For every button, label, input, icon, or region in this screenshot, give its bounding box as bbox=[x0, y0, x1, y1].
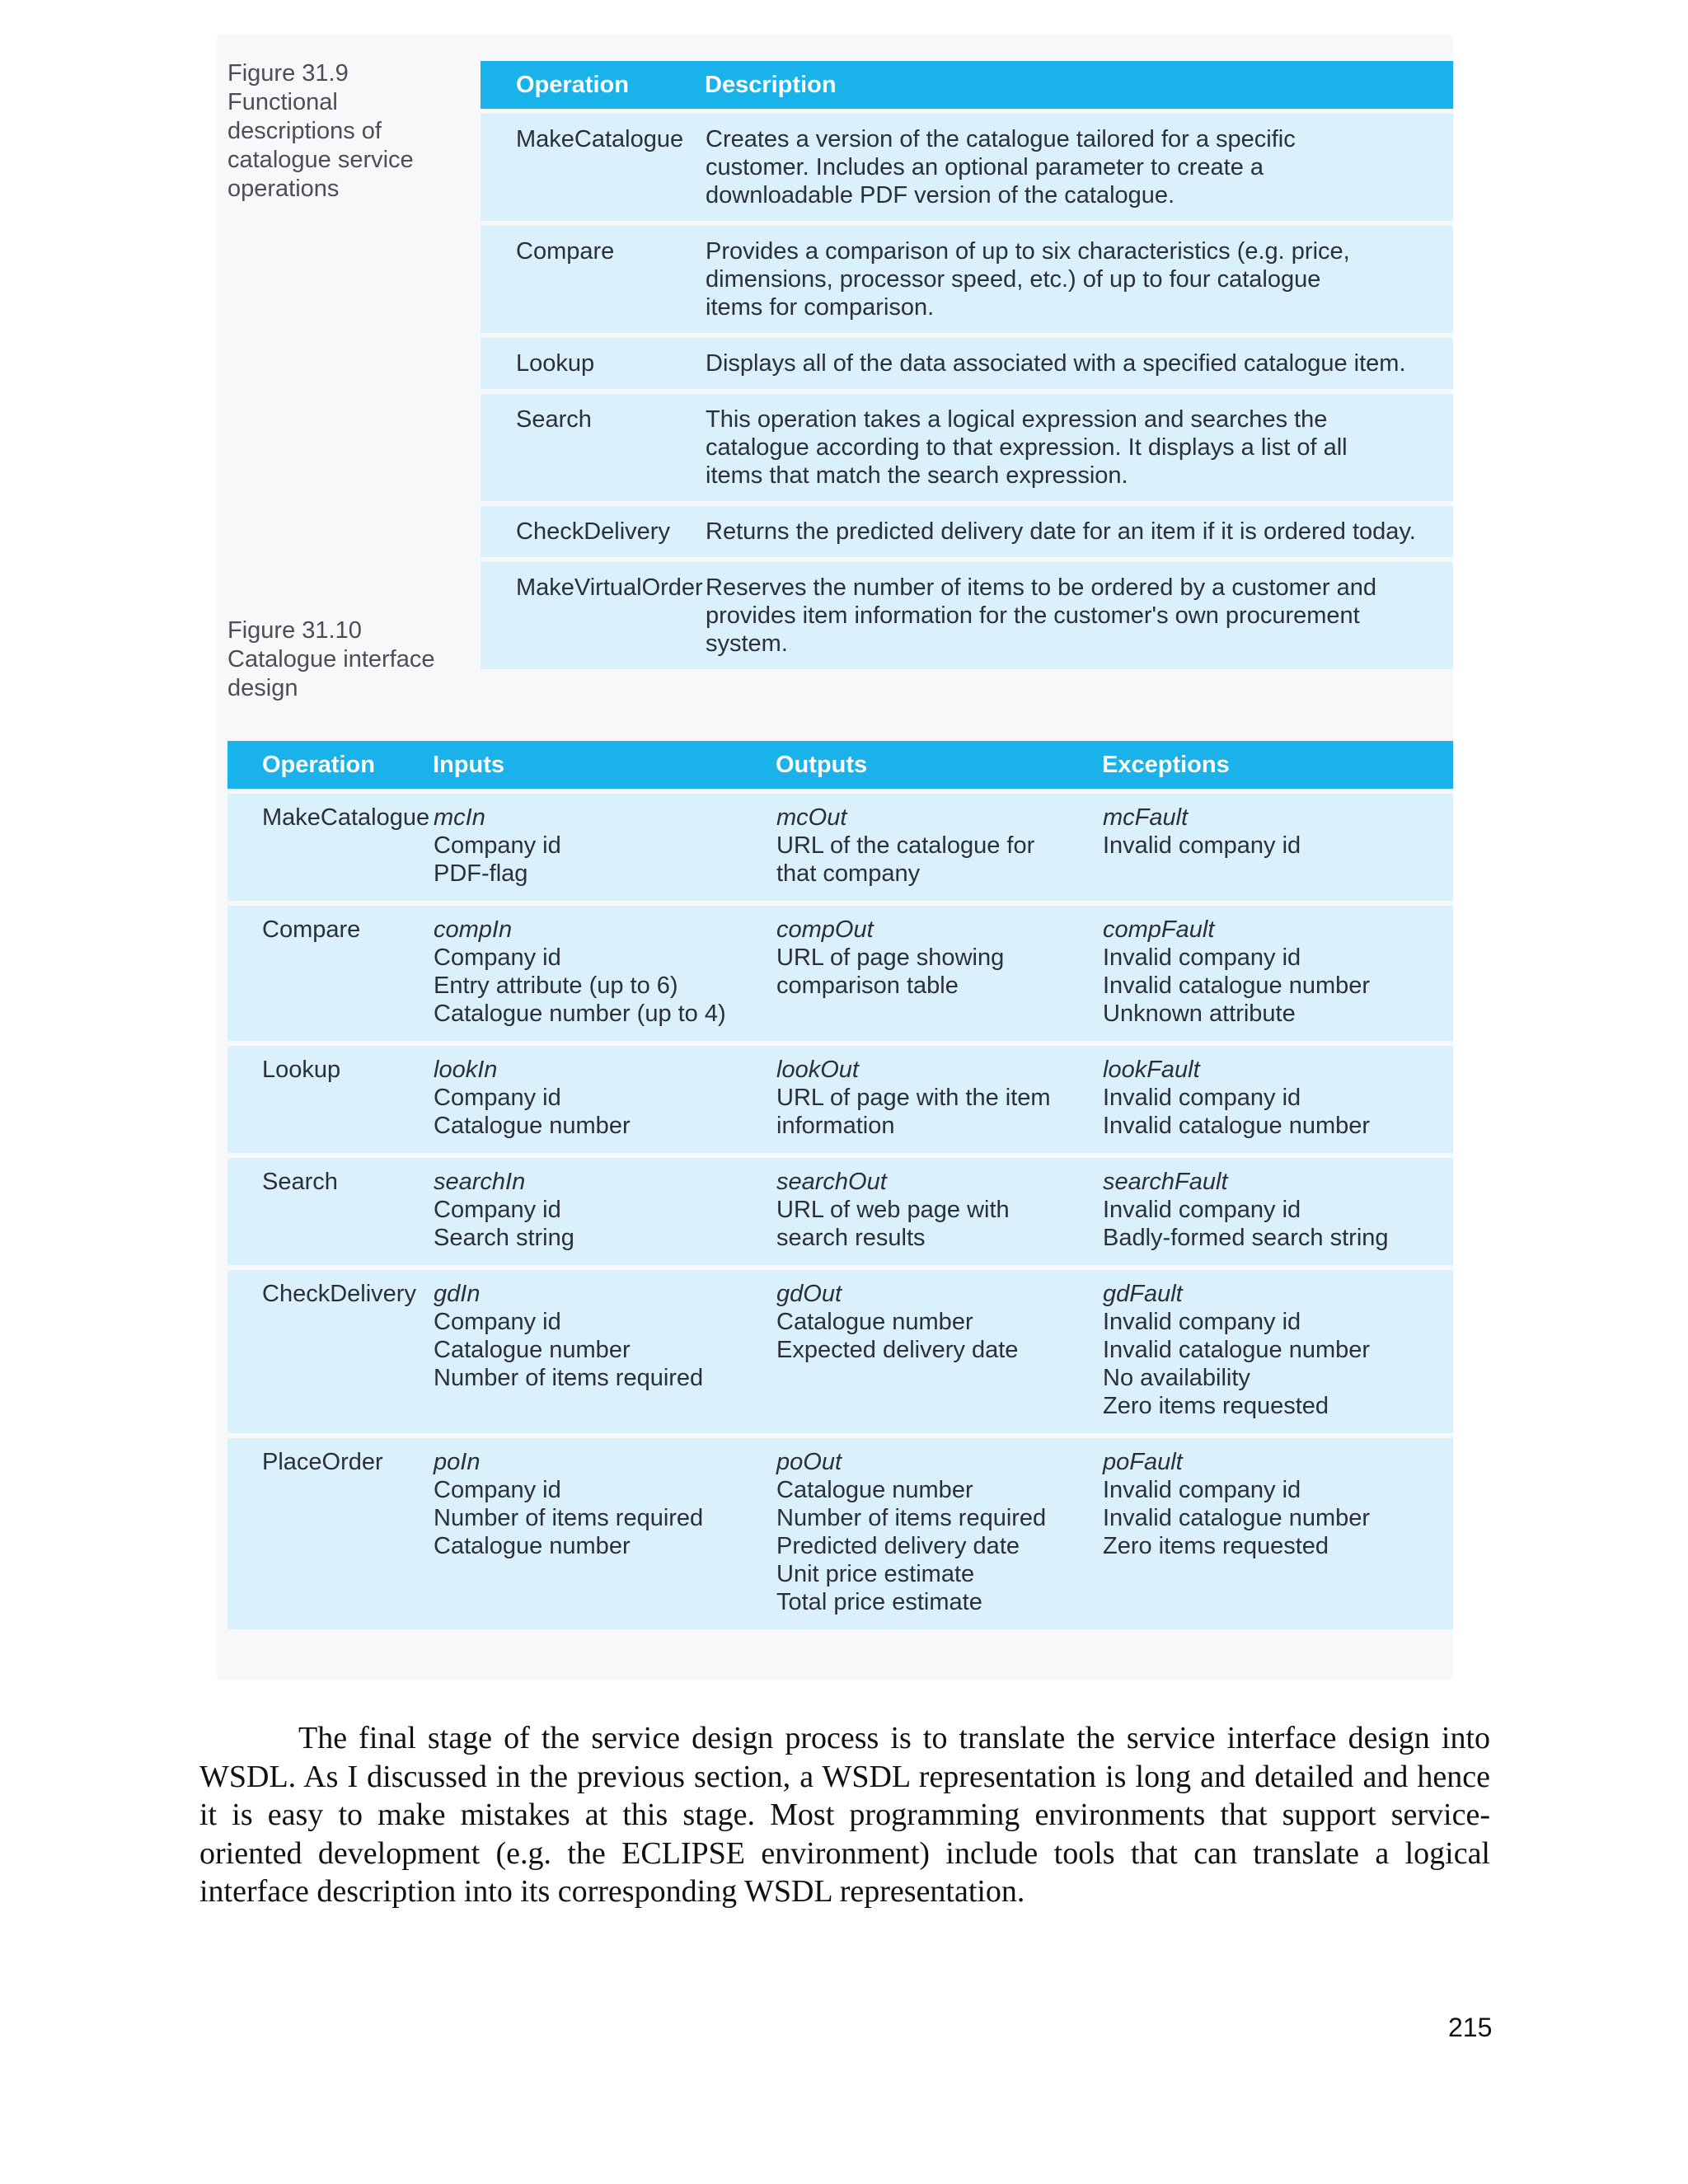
table-row bbox=[481, 506, 1453, 557]
input-line: Catalogue number bbox=[434, 1337, 631, 1363]
description-line: customer. Includes an optional parameter to create a bbox=[706, 154, 1264, 180]
exception-line: Invalid company id bbox=[1103, 1477, 1301, 1503]
functional-descriptions-table bbox=[481, 56, 1453, 674]
column-header-operation: Operation bbox=[227, 741, 433, 789]
operation-cell: PlaceOrder bbox=[227, 1438, 433, 1629]
input-line: Catalogue number bbox=[434, 1533, 631, 1559]
output-line: compOut bbox=[776, 916, 874, 943]
output-line: searchOut bbox=[776, 1169, 887, 1195]
exception-line: No availability bbox=[1103, 1365, 1250, 1391]
column-header-operation: Operation bbox=[481, 61, 705, 109]
inputs-cell bbox=[433, 794, 776, 901]
output-line: that company bbox=[776, 860, 921, 887]
table-row bbox=[227, 1438, 1453, 1629]
column-header-description: Description bbox=[705, 61, 1453, 109]
catalogue-interface-table bbox=[227, 736, 1453, 1634]
input-line: compIn bbox=[434, 916, 513, 943]
table-header-row bbox=[227, 741, 1453, 789]
input-line: searchIn bbox=[434, 1169, 526, 1195]
input-line: gdIn bbox=[434, 1281, 481, 1307]
description-line: downloadable PDF version of the catalogue. bbox=[706, 182, 1175, 209]
exceptions-cell bbox=[1102, 1270, 1453, 1433]
input-line: Company id bbox=[434, 1477, 561, 1503]
output-line: comparison table bbox=[776, 972, 959, 999]
table-row bbox=[481, 226, 1453, 333]
description-line: Returns the predicted delivery date for an item if it is ordered today. bbox=[706, 518, 1416, 545]
exceptions-cell bbox=[1102, 906, 1453, 1041]
operation-cell: MakeCatalogue bbox=[481, 114, 705, 221]
input-line: Company id bbox=[434, 944, 561, 971]
exception-line: Invalid catalogue number bbox=[1103, 1505, 1371, 1531]
exception-line: Invalid catalogue number bbox=[1103, 972, 1371, 999]
description-line: This operation takes a logical expression and searches the bbox=[706, 406, 1328, 433]
description-line: items that match the search expression. bbox=[706, 462, 1128, 489]
table-row bbox=[481, 338, 1453, 389]
description-line: Reserves the number of items to be ordered by a customer and bbox=[706, 574, 1377, 601]
exception-line: gdFault bbox=[1103, 1281, 1183, 1307]
output-line: Catalogue number bbox=[776, 1477, 973, 1503]
input-line: Company id bbox=[434, 832, 561, 859]
input-line: Number of items required bbox=[434, 1505, 704, 1531]
outputs-cell bbox=[776, 1270, 1102, 1433]
table-row bbox=[227, 794, 1453, 901]
exception-line: Unknown attribute bbox=[1103, 1001, 1296, 1027]
output-line: Number of items required bbox=[776, 1505, 1047, 1531]
operation-cell: CheckDelivery bbox=[227, 1270, 433, 1433]
exception-line: Zero items requested bbox=[1103, 1533, 1329, 1559]
exception-line: Invalid catalogue number bbox=[1103, 1113, 1371, 1139]
input-line: Catalogue number (up to 4) bbox=[434, 1001, 726, 1027]
input-line: Entry attribute (up to 6) bbox=[434, 972, 678, 999]
description-cell bbox=[705, 338, 1453, 389]
description-line: Provides a comparison of up to six characteristics (e.g. price, bbox=[706, 238, 1350, 265]
input-line: Search string bbox=[434, 1225, 574, 1251]
figure-31-10-caption: Figure 31.10 Catalogue interface design bbox=[227, 617, 435, 701]
input-line: Number of items required bbox=[434, 1365, 704, 1391]
output-line: URL of web page with bbox=[776, 1197, 1010, 1223]
description-line: provides item information for the customer's own procurement bbox=[706, 602, 1360, 629]
description-cell bbox=[705, 114, 1453, 221]
inputs-cell bbox=[433, 1270, 776, 1433]
description-cell bbox=[705, 226, 1453, 333]
description-line: Creates a version of the catalogue tailored for a specific bbox=[706, 126, 1296, 152]
exception-line: Invalid company id bbox=[1103, 832, 1301, 859]
output-line: mcOut bbox=[776, 804, 847, 831]
exceptions-cell bbox=[1102, 1158, 1453, 1265]
inputs-cell bbox=[433, 1438, 776, 1629]
exception-line: compFault bbox=[1103, 916, 1215, 943]
description-line: items for comparison. bbox=[706, 294, 935, 321]
operation-cell: Lookup bbox=[481, 338, 705, 389]
table-row bbox=[227, 1270, 1453, 1433]
exception-line: lookFault bbox=[1103, 1057, 1200, 1083]
operation-cell: Lookup bbox=[227, 1046, 433, 1153]
column-header-exceptions: Exceptions bbox=[1102, 741, 1453, 789]
input-line: PDF-flag bbox=[434, 860, 528, 887]
operation-cell: CheckDelivery bbox=[481, 506, 705, 557]
table-row bbox=[481, 562, 1453, 669]
input-line: lookIn bbox=[434, 1057, 498, 1083]
operation-cell: Compare bbox=[481, 226, 705, 333]
exception-line: Invalid company id bbox=[1103, 944, 1301, 971]
outputs-cell bbox=[776, 906, 1102, 1041]
output-line: gdOut bbox=[776, 1281, 842, 1307]
output-line: Catalogue number bbox=[776, 1309, 973, 1335]
description-line: dimensions, processor speed, etc.) of up to four catalogue bbox=[706, 266, 1321, 293]
exception-line: Invalid company id bbox=[1103, 1309, 1301, 1335]
description-line: Displays all of the data associated with a specified catalogue item. bbox=[706, 350, 1406, 377]
output-line: Expected delivery date bbox=[776, 1337, 1019, 1363]
inputs-cell bbox=[433, 1046, 776, 1153]
input-line: mcIn bbox=[434, 804, 485, 831]
output-line: URL of page with the item bbox=[776, 1085, 1051, 1111]
output-line: Predicted delivery date bbox=[776, 1533, 1020, 1559]
exception-line: Invalid company id bbox=[1103, 1197, 1301, 1223]
column-header-inputs: Inputs bbox=[433, 741, 776, 789]
outputs-cell bbox=[776, 794, 1102, 901]
exception-line: Invalid company id bbox=[1103, 1085, 1301, 1111]
exception-line: Zero items requested bbox=[1103, 1393, 1329, 1419]
input-line: Company id bbox=[434, 1309, 561, 1335]
description-line: system. bbox=[706, 630, 788, 657]
output-line: Total price estimate bbox=[776, 1589, 982, 1615]
exception-line: Badly-formed search string bbox=[1103, 1225, 1389, 1251]
inputs-cell bbox=[433, 1158, 776, 1265]
table-row bbox=[227, 906, 1453, 1041]
outputs-cell bbox=[776, 1158, 1102, 1265]
table-header-row bbox=[481, 61, 1453, 109]
table-row bbox=[481, 114, 1453, 221]
body-paragraph: The final stage of the service design process is to translate the service interface design into WSDL. As I discussed in the previous section, a WSDL representation is long and detailed and hence it is easy to make mistakes at this stage. Most programming environments that support service-oriented development (e.g. the ECLIPSE environment) include tools that can translate a logical interface description into its corresponding WSDL representation. bbox=[199, 1721, 1490, 1909]
input-line: Catalogue number bbox=[434, 1113, 631, 1139]
page-number: 215 bbox=[1448, 2013, 1493, 2042]
output-line: search results bbox=[776, 1225, 926, 1251]
input-line: Company id bbox=[434, 1197, 561, 1223]
input-line: Company id bbox=[434, 1085, 561, 1111]
exceptions-cell bbox=[1102, 794, 1453, 901]
table-row bbox=[227, 1158, 1453, 1265]
exceptions-cell bbox=[1102, 1438, 1453, 1629]
output-line: Unit price estimate bbox=[776, 1561, 975, 1587]
description-line: catalogue according to that expression. It displays a list of all bbox=[706, 434, 1348, 461]
description-cell bbox=[705, 506, 1453, 557]
operation-cell: MakeVirtualOrder bbox=[481, 562, 705, 669]
output-line: lookOut bbox=[776, 1057, 859, 1083]
output-line: URL of page showing bbox=[776, 944, 1005, 971]
exception-line: searchFault bbox=[1103, 1169, 1228, 1195]
input-line: poIn bbox=[434, 1449, 481, 1475]
exception-line: poFault bbox=[1103, 1449, 1183, 1475]
description-cell bbox=[705, 562, 1453, 669]
output-line: information bbox=[776, 1113, 895, 1139]
column-header-outputs: Outputs bbox=[776, 741, 1102, 789]
inputs-cell bbox=[433, 906, 776, 1041]
operation-cell: Search bbox=[227, 1158, 433, 1265]
exception-line: mcFault bbox=[1103, 804, 1189, 831]
operation-cell: Search bbox=[481, 394, 705, 501]
exception-line: Invalid catalogue number bbox=[1103, 1337, 1371, 1363]
output-line: poOut bbox=[776, 1449, 842, 1475]
exceptions-cell bbox=[1102, 1046, 1453, 1153]
outputs-cell bbox=[776, 1046, 1102, 1153]
output-line: URL of the catalogue for bbox=[776, 832, 1035, 859]
outputs-cell bbox=[776, 1438, 1102, 1629]
operation-cell: Compare bbox=[227, 906, 433, 1041]
description-cell bbox=[705, 394, 1453, 501]
table-row bbox=[227, 1046, 1453, 1153]
figure-31-9-caption: Figure 31.9 Functional descriptions of catalogue service operations bbox=[227, 60, 414, 202]
table-row bbox=[481, 394, 1453, 501]
operation-cell: MakeCatalogue bbox=[227, 794, 433, 901]
